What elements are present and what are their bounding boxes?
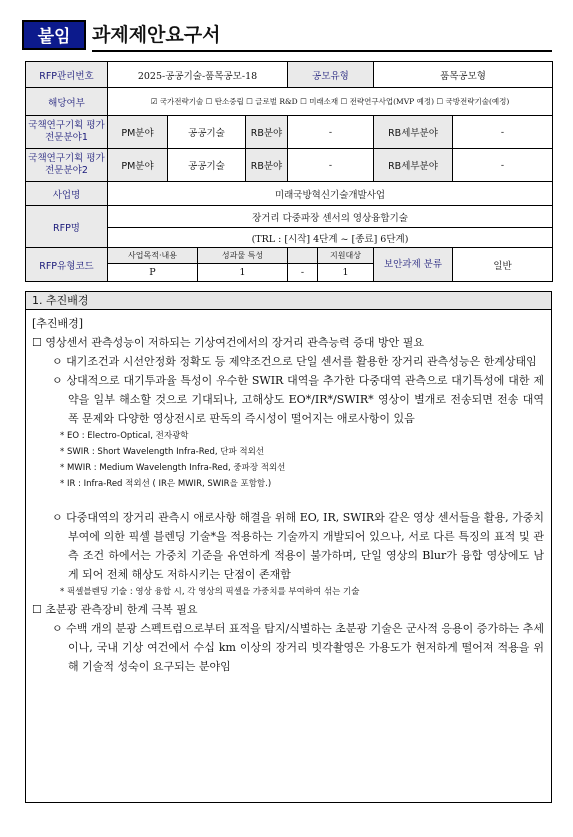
bullet-l1-2: ㅇ 상대적으로 대기투과율 특성이 우수한 SWIR 대역을 추가한 다중대역 관측으로 대기특성에 대한 제약을 일부 해소할 것으로 기대되나, 고해상도 EO*/IR*/SWIR* 영상이 별개로 전송되면 전송 대역폭 문제와 다양한 영상전시로 판독의 즉시성이 떨어지는 애로사항이 있음 [52, 374, 544, 425]
rb-sub-label-1: RB세부분야 [374, 116, 453, 149]
eval-field1-label: 국책연구기획 평가전문분야1 [26, 116, 108, 149]
rfp-name-label: RFP명 [26, 206, 108, 248]
biz-value: 미래국방혁신기술개발사업 [108, 182, 553, 206]
purpose-value: P [108, 264, 198, 282]
rb-sub-value-1: - [453, 116, 553, 149]
bracket-heading: [추진배경] [32, 317, 84, 330]
result-label: 성과물 특성 [198, 248, 288, 264]
footnote-eo: * EO : Electro-Optical, 전자광학 [60, 431, 189, 441]
pm-label-2: PM분야 [108, 149, 168, 182]
bullet-l1-1: ㅇ 대기조건과 시선안정화 정확도 등 제약조건으로 단일 센서를 활용한 장거리 관측성능은 한계상태임 [52, 355, 537, 368]
security-label: 보안과제 분류 [374, 248, 453, 282]
support-label: 지원대상 [318, 248, 374, 264]
applicable-label: 해당여부 [26, 88, 108, 116]
footnote-ir: * IR : Infra-Red 적외선 ( IR은 MWIR, SWIR을 포함함.) [60, 479, 272, 489]
bullet-l1-4: ㅇ 수백 개의 분광 스펙트럼으로부터 표적을 탐지/식별하는 초분광 기술은 군사적 응용이 증가하는 추세이나, 국내 기상 여건에서 수십 km 이상의 장거리 빗각촬영은 가용도가 현저하게 떨어져 적용을 위해 기술적 성숙이 요구되는 분야임 [52, 622, 544, 673]
document-header [22, 20, 552, 52]
pm-label-1: PM분야 [108, 116, 168, 149]
section-content [32, 314, 544, 676]
rfp-meta-table [25, 61, 553, 282]
pm-value-1: 공공기술 [168, 116, 246, 149]
title-underline [92, 50, 552, 52]
blank-header [288, 248, 318, 264]
bullet-l0-1: ☐ 영상센서 관측성능이 저하되는 기상여건에서의 장거리 관측능력 증대 방안 필요 [32, 336, 424, 349]
rb-value-2: - [288, 149, 374, 182]
footnote-mwir: * MWIR : Medium Wavelength Infra-Red, 중파장 적외선 [60, 463, 286, 473]
contest-type-value: 품목공모형 [374, 62, 553, 88]
contest-type-label: 공모유형 [288, 62, 374, 88]
bullet-l0-2: ☐ 초분광 관측장비 한계 극복 필요 [32, 603, 198, 616]
rb-value-1: - [288, 116, 374, 149]
result-value: 1 [198, 264, 288, 282]
biz-label: 사업명 [26, 182, 108, 206]
section-title: 1. 추진배경 [26, 292, 551, 310]
footnote-swir: * SWIR : Short Wavelength Infra-Red, 단파 적외선 [60, 447, 265, 457]
background-section [25, 291, 552, 803]
support-value: 1 [318, 264, 374, 282]
purpose-label: 사업목적·내용 [108, 248, 198, 264]
bullet-l1-3: ㅇ 다중대역의 장거리 관측시 애로사항 해결을 위해 EO, IR, SWIR와 같은 영상 센서들을 활용, 가중치 부여에 의한 픽셀 블렌딩 기술*을 적용하는 기술까지 개발되어 있으나, 서로 다른 특징의 표적 및 관측 조건 하에서는 가중치 기준을 유연하게 적용이 불가하며, 단일 영상의 Blur가 융합 영상에도 남게 되어 전체 해상도 저하시키는 단점이 존재함 [52, 511, 544, 581]
rb-label-2: RB분야 [246, 149, 288, 182]
rb-label-1: RB분야 [246, 116, 288, 149]
pm-value-2: 공공기술 [168, 149, 246, 182]
document-title: 과제제안요구서 [92, 24, 221, 46]
trl-range: (TRL : [시작] 4단계 ~ [종료] 6단계) [108, 228, 553, 248]
rfp-no-label: RFP관리번호 [26, 62, 108, 88]
eval-field2-label: 국책연구기획 평가전문분야2 [26, 149, 108, 182]
applicable-checkboxes: ☑ 국가전략기술 ☐ 탄소중립 ☐ 글로벌 R&D ☐ 미래소재 ☐ 전략연구사업(MVP 예정) ☐ 국방전략기술(예정) [108, 88, 553, 116]
rb-sub-label-2: RB세부분야 [374, 149, 453, 182]
attachment-badge: 붙임 [22, 20, 86, 50]
rb-sub-value-2: - [453, 149, 553, 182]
dash-value: - [288, 264, 318, 282]
rfp-no-value: 2025-공공기술-품목공모-18 [108, 62, 288, 88]
security-value: 일반 [453, 248, 553, 282]
rfp-name-value: 장거리 다중파장 센서의 영상융합기술 [108, 206, 553, 228]
spacer [32, 492, 544, 508]
rfp-type-label: RFP유형코드 [26, 248, 108, 282]
footnote-pixel-blending: * 픽셀블렌딩 기술 : 영상 융합 시, 각 영상의 픽셀을 가중치를 부여하여 섞는 기술 [60, 587, 360, 597]
